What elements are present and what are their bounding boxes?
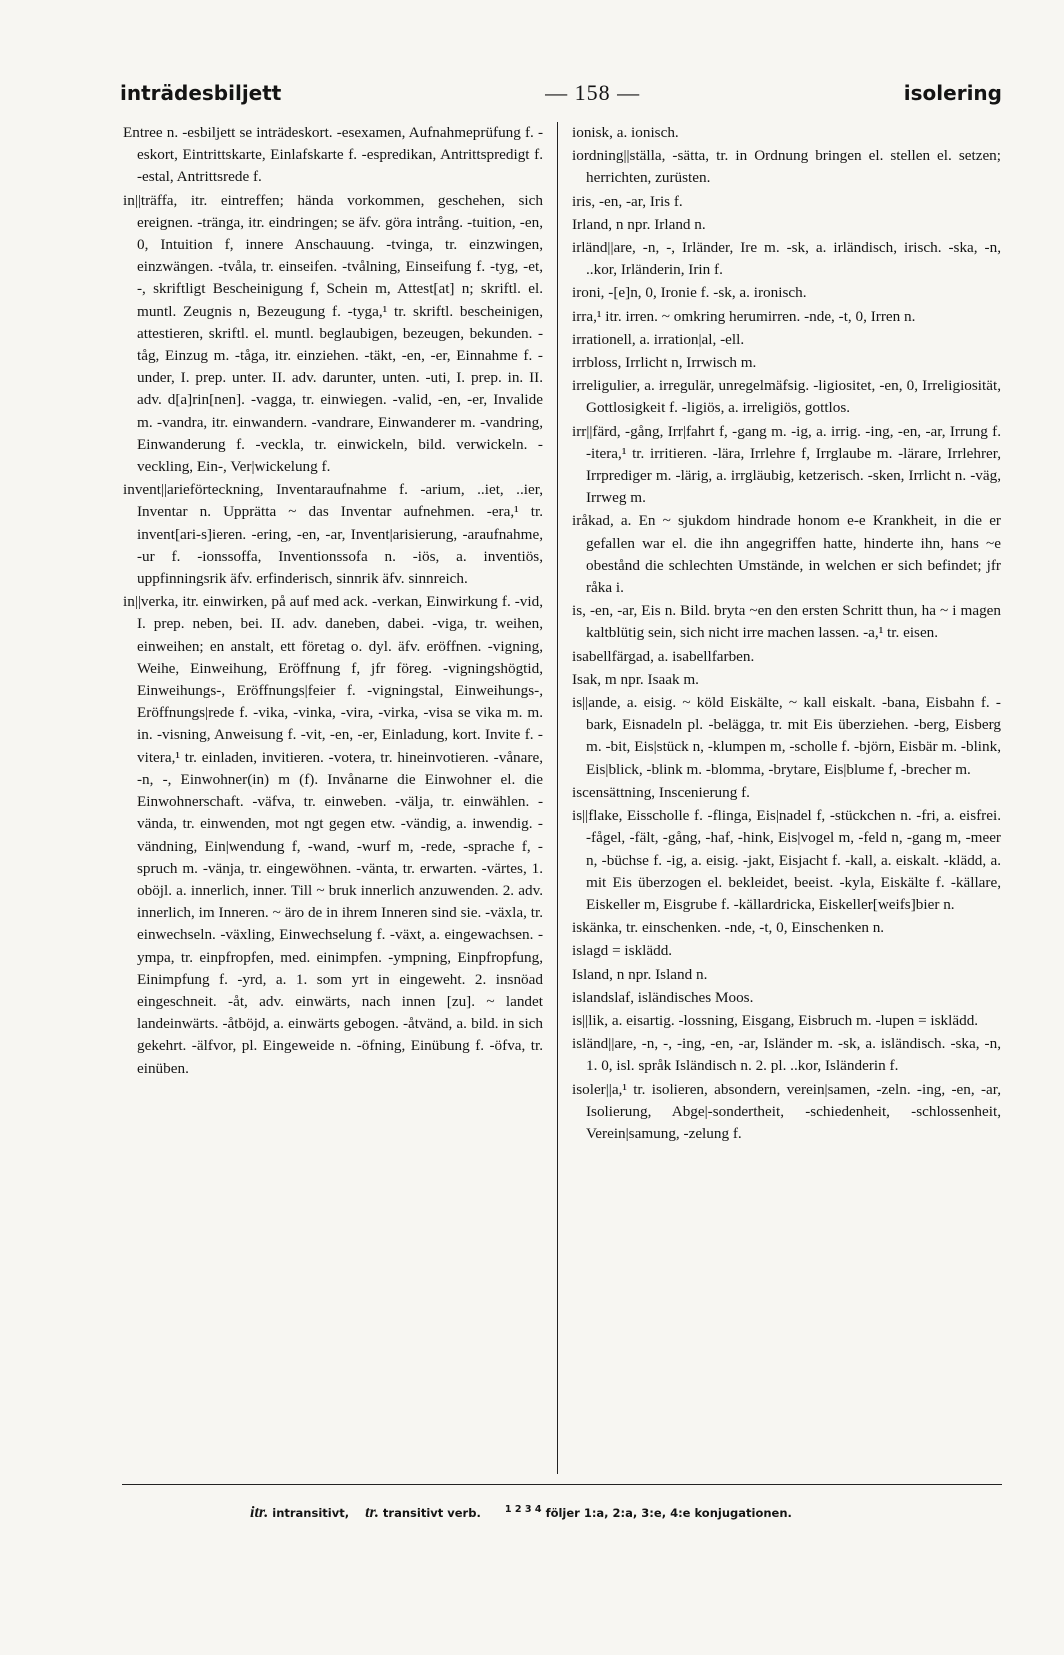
page-header <box>120 76 1002 110</box>
dictionary-entry: irreligulier, a. irregulär, unregelmäfsig. -ligiositet, -en, 0, Irreligiosität, Gottlosigkeit f. -ligiös, a. irreligiös, gottlos. <box>572 377 1001 417</box>
page-number: — 158 — <box>545 80 641 105</box>
dictionary-entry: irra,¹ itr. irren. ~ omkring herumirren. -nde, -t, 0, Irren n. <box>572 307 916 325</box>
dictionary-entry: in||träffa, itr. eintreffen; hända vorkommen, geschehen, sich ereignen. -tränga, itr. eindringen; se äfv. göra intrång. -tuition, -en, 0, Intuition f, innere Anschauung. -tvinga, tr. einzwingen, einzwängen. -tvåla, tr. einseifen. -tvålning, Einseifung f. -tyg, -et, -, skriftligt Bescheinigung f, Schein m, Attest[at] n; skriftl. el. muntl. Zeugnis n, Bezeugung f. -tyga,¹ tr. skriftl. bescheinigen, attestieren, skriftl. el. muntl. beglaubigen, bezeugen, bekunden. -tåg, Einzug m. -tåga, itr. einziehen. -täkt, -en, -er, Einnahme f. -under, I. prep. unter. II. adv. darunter, unten. -uti, I. prep. in. II. adv. d[a]rin[nen]. -vagga, tr. einwiegen. -valid, -en, -er, Invalide m. -vandra, itr. einwandern. -vandrare, Einwanderer m. -vandring, Einwanderung f. -veckla, tr. einwickeln, bild. verwickeln. -veckling, Ein-, Ver|wickelung f. <box>123 191 543 476</box>
dictionary-entry: is, -en, -ar, Eis n. Bild. bryta ~en den ersten Schritt thun, ha ~ i magen kaltblütig sein, sich nicht irre machen lassen. -a,¹ tr. eisen. <box>572 602 1001 642</box>
dictionary-entry: in||verka, itr. einwirken, på auf med ack. -verkan, Einwirkung f. -vid, I. prep. neben, bei. II. adv. daneben, dabei. -viga, tr. weihen, einweihen; en anstalt, ett företag o. dyl. äfv. eröffnen. -vigning, Weihe, Einweihung, Eröffnung f, jfr föreg. -vigningshögtid, Einweihungs-, Eröffnungs|feier f. -vigningstal, Einweihungs-, Eröffnungs|rede f. -vika, -vinka, -vira, -virka, -visa se vika m. m. in. -visning, Anweisung f. -vit, -en, -er, Einladung, kort. Invite f. -vitera,¹ tr. einladen, invitieren. -votera, tr. hineinvotieren. -vånare, -n, -, Einwohner(in) m (f). Invånarne die Einwohner el. die Einwohnerschaft. -väfva, tr. einweben. -välja, tr. einwählen. -vända, tr. einwenden, mot ngt gegen etw. -vändig, a. inwendig. -vändning, Ein|wendung f, -wand, -wurf m, -rede, -sprache f, -spruch m. -vänja, tr. eingewöhnen. -vänta, tr. erwarten. -värtes, 1. oböjl. a. innerlich, inner. Till ~ bruk innerlich anzuwenden. 2. adv. innerlich, im Inneren. ~ äro de in ihrem Inneren sind sie. -växla, tr. einwechseln. -växling, Einwechselung f. -växt, a. eingewachsen. -ympa, tr. einpfropfen, med. einimpfen. -ympning, Einpfropfung, Einimpfung f. -yrd, a. 1. som yrt in eingeweht. 2. insnöad eingeschneit. -åt, adv. einwärts, nach innen [zu]. ~ landet landeinwärts. -åtböjd, a. einwärts gebogen. -åtvänd, a. bild. in sich gekehrt. -älfvor, pl. Eingeweide n. -öfning, Einübung f. -öfva, tr. einüben. <box>123 593 543 1077</box>
dictionary-entry: Entree n. -esbiljett se inträdeskort. -esexamen, Aufnahmeprüfung f. -eskort, Eintrittskarte, Einlafskarte f. -espredikan, Antrittspredigt f. -estal, Antrittsrede f. <box>123 124 543 186</box>
dictionary-entry: ionisk, a. ionisch. <box>572 124 679 141</box>
dictionary-entry: is||flake, Eisscholle f. -flinga, Eis|nadel f, -stückchen n. -fri, a. eisfrei. -fågel, -fält, -gång, -haf, -hink, Eis|vogel m, -feld n, -gang m, -meer n, -büchse f. -ig, a. eisig. -jakt, Eisjacht f. -kall, a. eiskalt. -klädd, a. mit Eis überzogen el. bekleidet, beeist. -kyla, Eiskälte f. -källare, Eiskeller m, Eisgrube f. -källardricka, Eiskeller[weifs]bier n. <box>572 807 1001 913</box>
dictionary-entry: irrbloss, Irrlicht n, Irrwisch m. <box>572 354 757 372</box>
footer-rule <box>122 1484 1002 1485</box>
right-column <box>572 122 1001 1462</box>
dictionary-entry: irrationell, a. irration|al, -ell. <box>572 330 745 348</box>
dictionary-entry: iråkad, a. En ~ sjukdom hindrade honom e-e Krankheit, in die er gefallen war el. die ihn angegriffen hatte, hinderte ihn, hans ~e obestånd die schlechten Umstände, in welchen er sich befindet; jfr råka i. <box>572 512 1001 597</box>
page-footer <box>250 1504 970 1528</box>
dictionary-entry: is||ande, a. eisig. ~ köld Eiskälte, ~ kall eiskalt. -bana, Eisbahn f. -bark, Eisnadeln pl. -belägga, tr. mit Eis überziehen. -berg, Eisberg m. -bit, Eis|stück n, -klumpen m, -scholle f. -björn, Eisbär m. -blink, Eis|blick, -blink m. -blomma, -brytare, Eis|blume f, -brecher m. <box>572 694 1001 778</box>
dictionary-entry: islagd = isklädd. <box>572 942 673 960</box>
dictionary-entry: isabellfärgad, a. isabellfarben. <box>572 647 755 665</box>
abbr-itr-text: intransitivt, <box>272 1506 350 1520</box>
dictionary-entry: iskänka, tr. einschenken. -nde, -t, 0, Einschenken n. <box>572 919 885 937</box>
conjugation-text: följer 1:a, 2:a, 3:e, 4:e konjugationen. <box>545 1506 792 1520</box>
left-guide-word: inträdesbiljett <box>120 81 282 105</box>
dictionary-entry: is||lik, a. eisartig. -lossning, Eisgang, Eisbruch m. -lupen = isklädd. <box>572 1011 979 1029</box>
dictionary-entry: isländ||are, -n, -, -ing, -en, -ar, Isländer m. -sk, a. isländisch. -ska, -n, 1. 0, isl. språk Isländisch n. 2. pl. ..kor, Isländerin f. <box>572 1035 1001 1075</box>
dictionary-entry: Island, n npr. Island n. <box>572 965 708 983</box>
right-guide-word: isolering <box>903 81 1002 105</box>
dictionary-entry: irr||färd, -gång, Irr|fahrt f, -gang m. -ig, a. irrig. -ing, -en, -ar, Irrung f. -itera,¹ tr. irritieren. -lära, Irrlehre f, Irrglaube m. -lärare, Irrlehrer, Irrprediger m. -lärig, a. irrgläubig, ketzerisch. -sken, Irrlicht n. -väg, Irrweg m. <box>572 422 1001 507</box>
dictionary-entry: iscensättning, Inscenierung f. <box>572 783 750 801</box>
abbr-tr-text: transitivt verb. <box>382 1506 481 1520</box>
dictionary-entry: Irland, n npr. Irland n. <box>572 215 706 233</box>
dictionary-entry: Isak, m npr. Isaak m. <box>572 670 699 688</box>
dictionary-entry: islandslaf, isländisches Moos. <box>572 988 754 1006</box>
dictionary-entry: iris, -en, -ar, Iris f. <box>572 192 683 210</box>
conjugation-numbers: 1 2 3 4 <box>504 1504 542 1516</box>
dictionary-entry: irländ||are, -n, -, Irländer, Ire m. -sk, a. irländisch, irisch. -ska, -n, ..kor, Irländerin, Irin f. <box>572 239 1001 279</box>
abbr-tr: tr. <box>365 1504 379 1521</box>
dictionary-entry: iordning||ställa, -sätta, tr. in Ordnung bringen el. stellen el. setzen; herrichten, zurüsten. <box>572 147 1001 187</box>
dictionary-entry: ironi, -[e]n, 0, Ironie f. -sk, a. ironisch. <box>572 284 807 302</box>
left-column <box>123 122 543 1462</box>
column-divider <box>557 122 558 1474</box>
dictionary-entry: invent||arieförteckning, Inventaraufnahme f. -arium, ..iet, ..ier, Inventar n. Upprätta ~ das Inventar aufnehmen. -era,¹ tr. invent[ari-s]ieren. -ering, -en, -ar, Invent|arisierung, -araufnahme, -ur f. -ionssoffa, Inventionssofa n. -iös, a. inventiös, uppfinningsrik äfv. erfinderisch, sinnrik äfv. sinnreich. <box>123 481 543 588</box>
dictionary-entry: isoler||a,¹ tr. isolieren, absondern, verein|samen, -zeln. -ing, -en, -ar, Isolierung, Abge|-sondertheit, -schiedenheit, -schlossenheit, Verein|samung, -zelung f. <box>572 1080 1001 1142</box>
abbr-itr: itr. <box>250 1504 269 1521</box>
